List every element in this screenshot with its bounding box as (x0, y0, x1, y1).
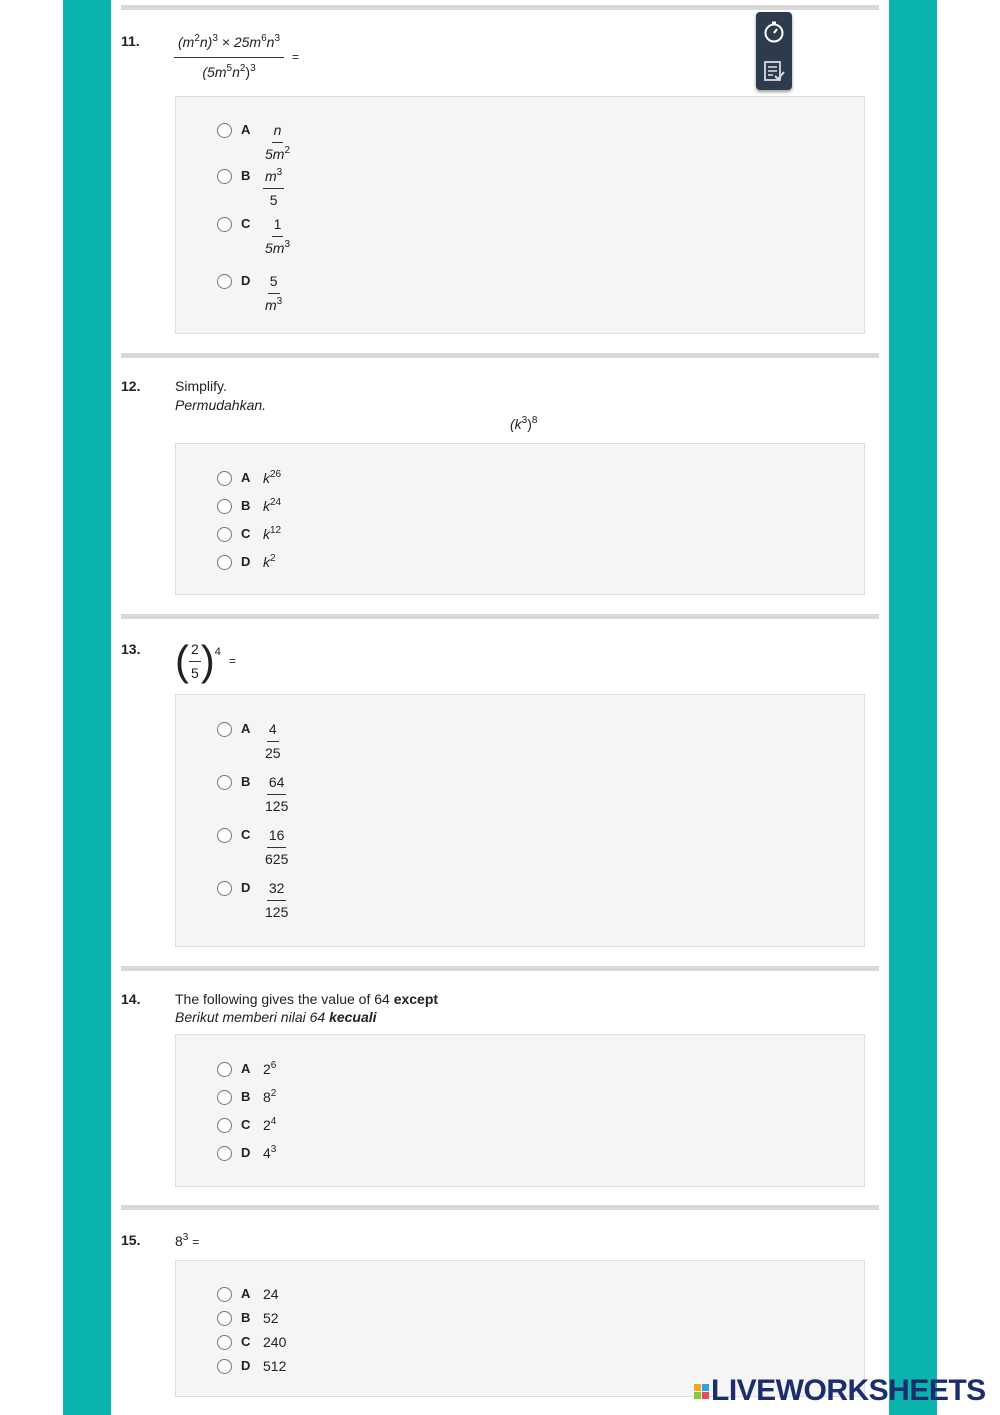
question-14-stem-translation: Berikut memberi nilai 64 kecuali (175, 1009, 377, 1025)
right-teal-border (889, 0, 937, 1415)
question-separator (121, 614, 879, 619)
check-answers-icon (762, 59, 786, 83)
radio-button[interactable] (217, 1118, 232, 1133)
radio-button[interactable] (217, 555, 232, 570)
option-11-b[interactable]: B $\frac{m^3}{5}$ (217, 168, 284, 209)
timer-icon (762, 20, 786, 44)
radio-button[interactable] (217, 1146, 232, 1161)
left-teal-border (63, 0, 111, 1415)
question-separator (121, 966, 879, 971)
option-11-c[interactable]: C $\frac{1}{5m^3}$ (217, 216, 292, 257)
question-separator (121, 1205, 879, 1210)
question-15-expression: $8^3$ = (175, 1232, 200, 1249)
option-12-d[interactable]: D $k^2$ (217, 554, 276, 570)
radio-button[interactable] (217, 881, 232, 896)
radio-button[interactable] (217, 828, 232, 843)
option-15-b[interactable]: B 52 (217, 1310, 279, 1326)
radio-button[interactable] (217, 499, 232, 514)
radio-button[interactable] (217, 123, 232, 138)
option-12-b[interactable]: B $k^{24}$ (217, 498, 281, 514)
radio-button[interactable] (217, 775, 232, 790)
radio-button[interactable] (217, 217, 232, 232)
question-number: 15. (121, 1232, 141, 1248)
question-number: 12. (121, 378, 141, 394)
question-number: 13. (121, 641, 141, 657)
option-12-c[interactable]: C $k^{12}$ (217, 526, 281, 542)
radio-button[interactable] (217, 527, 232, 542)
question-separator (121, 5, 879, 10)
radio-button[interactable] (217, 169, 232, 184)
option-13-c[interactable]: C $\frac{16}{625}$ (217, 827, 290, 868)
option-14-c[interactable]: C $2^4$ (217, 1117, 276, 1133)
answer-options-box (175, 1034, 865, 1187)
question-11-expression: $\frac{(m^2n)^3 \times 25m^6n^3}{(5m^5n^2)^3}$ = (174, 34, 299, 81)
option-14-d[interactable]: D $4^3$ (217, 1145, 276, 1161)
radio-button[interactable] (217, 1062, 232, 1077)
question-number: 14. (121, 991, 141, 1007)
radio-button[interactable] (217, 1090, 232, 1105)
question-13-expression: ( $\frac{2}{5}$ ) 4 = (175, 637, 236, 684)
option-12-a[interactable]: A $k^{26}$ (217, 470, 281, 486)
option-13-d[interactable]: D $\frac{32}{125}$ (217, 880, 290, 921)
radio-button[interactable] (217, 722, 232, 737)
option-11-a[interactable]: A $\frac{n}{5m^2}$ (217, 122, 292, 163)
question-number: 11. (121, 33, 140, 49)
option-13-b[interactable]: B $\frac{64}{125}$ (217, 774, 290, 815)
question-14-stem: The following gives the value of 64 except (175, 991, 439, 1007)
tool-panel (756, 12, 792, 90)
option-15-c[interactable]: C 240 (217, 1334, 286, 1350)
radio-button[interactable] (217, 471, 232, 486)
option-14-b[interactable]: B $8^2$ (217, 1089, 276, 1105)
liveworksheets-logo (694, 1374, 986, 1408)
question-12-stem: Simplify. (175, 378, 227, 394)
radio-button[interactable] (217, 1287, 232, 1302)
radio-button[interactable] (217, 1359, 232, 1374)
option-13-a[interactable]: A $\frac{4}{25}$ (217, 721, 283, 762)
question-12-stem-translation: Permudahkan. (175, 397, 267, 413)
option-11-d[interactable]: D $\frac{5}{m^3}$ (217, 273, 284, 314)
radio-button[interactable] (217, 1335, 232, 1350)
option-14-a[interactable]: A $2^6$ (217, 1061, 276, 1077)
option-15-d[interactable]: D 512 (217, 1358, 286, 1374)
option-15-a[interactable]: A 24 (217, 1286, 279, 1302)
answer-options-box (175, 443, 865, 595)
logo-text: LIVEWORKSHEETS (711, 1374, 986, 1407)
question-12-expression: $(k^3)^8$ (510, 415, 538, 432)
radio-button[interactable] (217, 274, 232, 289)
check-answers-button[interactable] (756, 51, 792, 90)
timer-button[interactable] (756, 12, 792, 51)
logo-mark-icon (694, 1384, 709, 1399)
radio-button[interactable] (217, 1311, 232, 1326)
question-separator (121, 353, 879, 358)
